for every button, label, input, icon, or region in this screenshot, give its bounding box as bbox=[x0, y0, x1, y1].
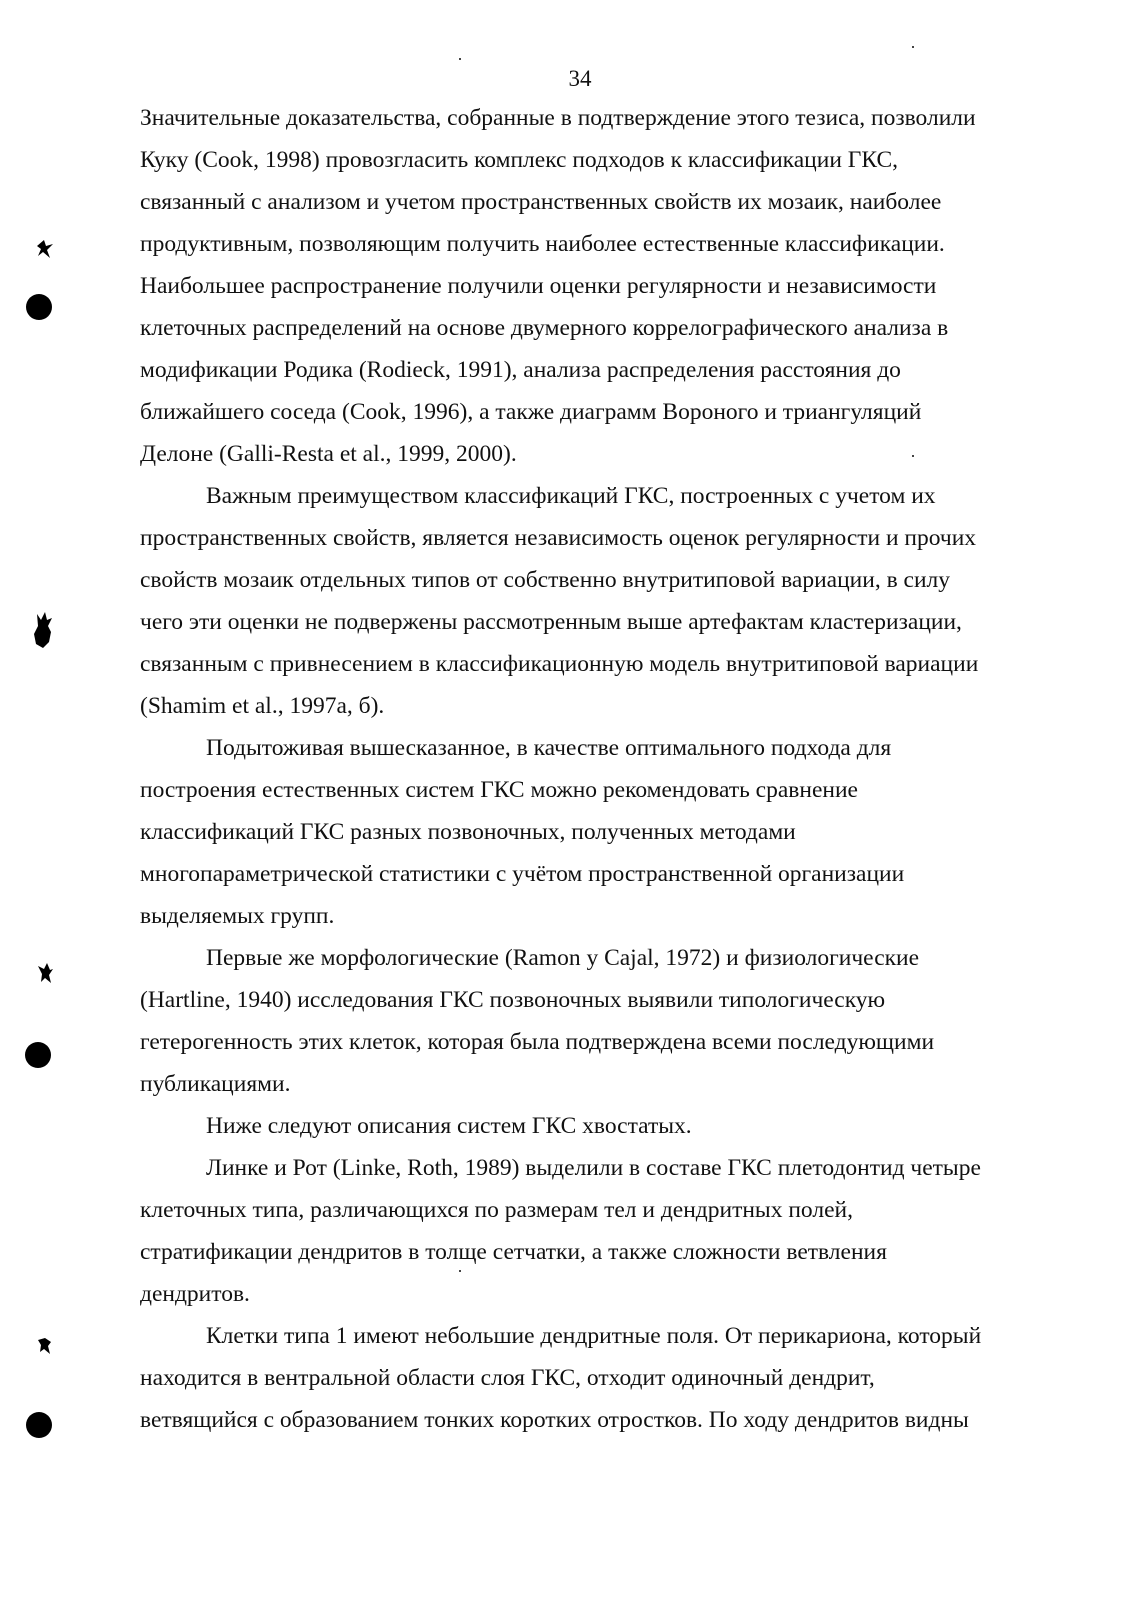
text-line: Клетки типа 1 имеют небольшие дендритные поля. От перикариона, который bbox=[206, 1323, 982, 1349]
scan-speck bbox=[459, 58, 461, 60]
text-line: построения естественных систем ГКС можно рекомендовать сравнение bbox=[140, 777, 858, 803]
scan-speck bbox=[912, 455, 914, 457]
scan-speck bbox=[459, 1270, 461, 1272]
text-line: находится в вентральной области слоя ГКС, отходит одиночный дендрит, bbox=[140, 1365, 875, 1391]
binder-hole-dot bbox=[26, 1412, 52, 1438]
text-line: клеточных типа, различающихся по размерам тел и дендритных полей, bbox=[140, 1197, 853, 1223]
text-line: Подытоживая вышесказанное, в качестве оптимального подхода для bbox=[206, 735, 892, 761]
text-line: Наибольшее распространение получили оценки регулярности и независимости bbox=[140, 273, 937, 299]
text-line: Первые же морфологические (Ramon y Cajal, 1972) и физиологические bbox=[206, 945, 920, 971]
text-line: многопараметрической статистики с учётом пространственной организации bbox=[140, 861, 905, 887]
binder-hole-dot bbox=[25, 1042, 51, 1068]
text-line: ближайшего соседа (Cook, 1996), а также диаграмм Вороного и триангуляций bbox=[140, 399, 922, 425]
text-line: клеточных распределений на основе двумерного коррелографического анализа в bbox=[140, 315, 949, 341]
text-line: гетерогенность этих клеток, которая была подтверждена всеми последующими bbox=[140, 1029, 935, 1055]
text-line: Делоне (Galli-Resta et al., 1999, 2000). bbox=[140, 441, 517, 467]
text-line: Ниже следуют описания систем ГКС хвостатых. bbox=[206, 1113, 692, 1139]
text-line: (Shamim et al., 1997a, б). bbox=[140, 693, 385, 719]
text-line: продуктивным, позволяющим получить наиболее естественные классификации. bbox=[140, 231, 945, 257]
text-line: связанным с привнесением в классификационную модель внутритиповой вариации bbox=[140, 651, 979, 677]
text-line: (Hartline, 1940) исследования ГКС позвоночных выявили типологическую bbox=[140, 987, 886, 1013]
text-line: чего эти оценки не подвержены рассмотренным выше артефактам кластеризации, bbox=[140, 609, 962, 635]
text-line: Куку (Cook, 1998) провозгласить комплекс подходов к классификации ГКС, bbox=[140, 147, 898, 173]
text-line: дендритов. bbox=[140, 1281, 250, 1307]
text-line: Важным преимуществом классификаций ГКС, построенных с учетом их bbox=[206, 483, 936, 509]
page-number: 34 bbox=[568, 66, 592, 91]
text-line: классификаций ГКС разных позвоночных, полученных методами bbox=[140, 819, 796, 845]
text-line: Значительные доказательства, собранные в подтверждение этого тезиса, позволили bbox=[140, 105, 976, 131]
margin-mark-icon bbox=[36, 1336, 54, 1356]
text-line: связанный с анализом и учетом пространственных свойств их мозаик, наиболее bbox=[140, 189, 942, 215]
margin-mark-icon bbox=[35, 960, 55, 986]
text-line: выделяемых групп. bbox=[140, 903, 335, 929]
text-line: модификации Родика (Rodieck, 1991), анализа распределения расстояния до bbox=[140, 357, 901, 383]
text-line: ветвящийся с образованием тонких коротких отростков. По ходу дендритов видны bbox=[140, 1407, 969, 1433]
text-line: стратификации дендритов в толще сетчатки, а также сложности ветвления bbox=[140, 1239, 887, 1265]
text-line: публикациями. bbox=[140, 1071, 291, 1097]
text-line: свойств мозаик отдельных типов от собственно внутритиповой вариации, в силу bbox=[140, 567, 951, 593]
scan-speck bbox=[912, 46, 914, 48]
text-line: Линке и Рот (Linke, Roth, 1989) выделили в составе ГКС плетодонтид четыре bbox=[206, 1155, 981, 1181]
margin-mark-icon bbox=[32, 610, 54, 650]
binder-hole-dot bbox=[26, 294, 52, 320]
text-line: пространственных свойств, является независимость оценок регулярности и прочих bbox=[140, 525, 977, 551]
margin-mark-icon bbox=[34, 236, 56, 262]
